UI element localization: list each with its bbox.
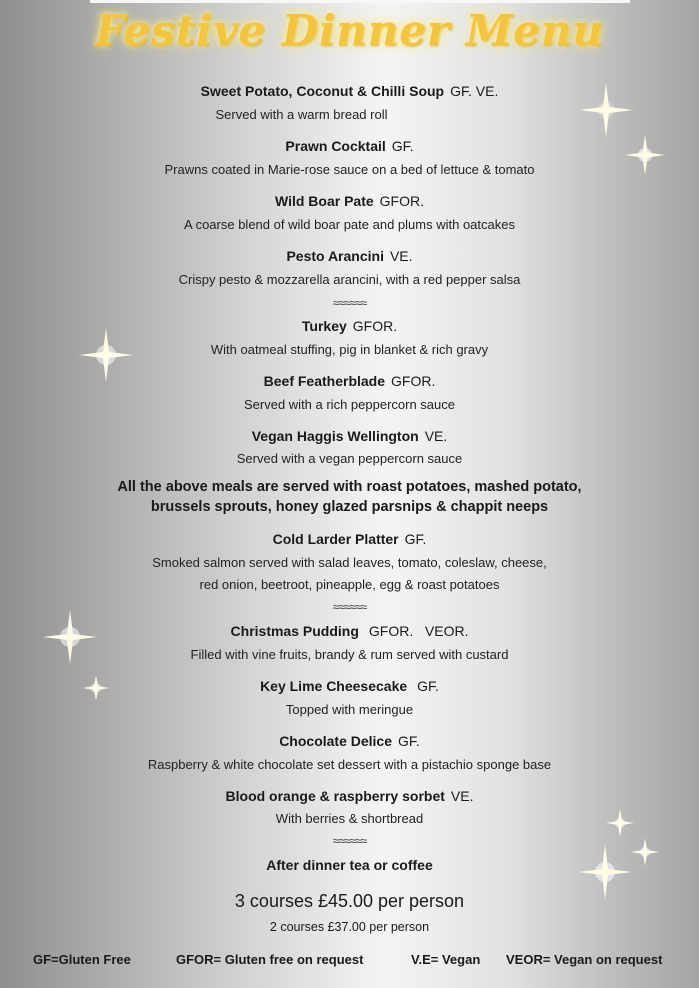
dietary-code: GFOR. xyxy=(379,193,424,209)
sparkle-star-icon xyxy=(578,82,634,138)
menu-item-name: Beef Featherblade GFOR. xyxy=(263,373,436,389)
dietary-code: GFOR. VEOR. xyxy=(368,623,469,639)
dietary-code: GF. xyxy=(398,733,420,749)
menu-item-description: Filled with vine fruits, brandy & rum served with custard xyxy=(190,647,509,662)
menu-item-description: With berries & shortbread xyxy=(275,811,424,826)
menu-item-name: Pesto Arancini VE. xyxy=(286,248,413,264)
menu-item-description: red onion, beetroot, pineapple, egg & roast potatoes xyxy=(199,577,500,592)
menu-item-description: Smoked salmon served with salad leaves, tomato, coleslaw, cheese, xyxy=(152,555,547,570)
menu-item-description: Crispy pesto & mozzarella arancini, with a red pepper salsa xyxy=(178,272,521,287)
sparkle-star-icon xyxy=(82,674,110,702)
dietary-code: GF. xyxy=(417,678,439,694)
menu-item-description: Served with a warm bread roll xyxy=(215,107,388,122)
menu-item-name: Sweet Potato, Coconut & Chilli Soup GF. VE. xyxy=(200,83,499,99)
menu-item-name: Chocolate Delice GF. xyxy=(279,733,420,749)
menu-item-name: Key Lime Cheesecake GF. xyxy=(260,678,439,694)
menu-item-name: Vegan Haggis Wellington VE. xyxy=(251,428,448,444)
legend-veor: VEOR= Vegan on request xyxy=(506,952,663,967)
dietary-code: VE. xyxy=(450,788,474,804)
sides-note-line1: All the above meals are served with roast potatoes, mashed potato, xyxy=(117,479,582,495)
menu-item-description: Raspberry & white chocolate set dessert with a pistachio sponge base xyxy=(147,757,552,772)
sides-note-line2: brussels sprouts, honey glazed parsnips & chappit neeps xyxy=(150,499,549,515)
top-strip xyxy=(90,0,630,3)
legend-gf: GF=Gluten Free xyxy=(33,952,131,967)
sparkle-star-icon xyxy=(605,808,635,838)
dietary-code: GFOR. xyxy=(391,373,436,389)
section-divider: ≈≈≈≈≈≈ xyxy=(332,296,367,310)
menu-item-name: Wild Boar Pate GFOR. xyxy=(274,193,424,209)
dietary-code: GFOR. xyxy=(352,318,398,334)
menu-title: Festive Dinner Menu xyxy=(94,6,605,55)
menu-item-description: A coarse blend of wild boar pate and plums with oatcakes xyxy=(184,217,515,232)
menu-item-name: Blood orange & raspberry sorbet VE. xyxy=(225,788,474,804)
sparkle-star-icon xyxy=(577,844,633,900)
section-divider: ≈≈≈≈≈≈ xyxy=(332,600,367,614)
menu-item-name: Christmas Pudding GFOR. VEOR. xyxy=(230,623,469,639)
dietary-code: GF. VE. xyxy=(450,83,499,99)
legend-ve: V.E= Vegan xyxy=(411,952,481,967)
sparkle-star-icon xyxy=(624,134,666,176)
menu-item-description: Prawns coated in Marie-rose sauce on a bed of lettuce & tomato xyxy=(164,162,535,177)
menu-item-description: Served with a vegan peppercorn sauce xyxy=(236,451,463,466)
dietary-code: VE. xyxy=(424,428,448,444)
menu-item-description: With oatmeal stuffing, pig in blanket & rich gravy xyxy=(210,342,489,357)
dietary-code: GF. xyxy=(404,531,427,547)
dietary-code: GF. xyxy=(391,138,414,154)
menu-item-name: Turkey GFOR. xyxy=(301,318,398,334)
dietary-code: VE. xyxy=(389,248,413,264)
menu-item-name: Prawn Cocktail GF. xyxy=(285,138,414,154)
legend-gfor: GFOR= Gluten free on request xyxy=(176,952,364,967)
sparkle-star-icon xyxy=(78,327,134,383)
section-divider: ≈≈≈≈≈≈ xyxy=(332,834,367,848)
menu-item-name: Cold Larder Platter GF. xyxy=(272,531,427,547)
price-two-courses: 2 courses £37.00 per person xyxy=(269,920,430,934)
after-dinner-note: After dinner tea or coffee xyxy=(266,857,433,873)
menu-item-description: Topped with meringue xyxy=(285,702,414,717)
price-three-courses: 3 courses £45.00 per person xyxy=(234,891,465,911)
sparkle-star-icon xyxy=(42,609,98,665)
menu-item-description: Served with a rich peppercorn sauce xyxy=(243,397,455,412)
sparkle-star-icon xyxy=(630,837,660,867)
